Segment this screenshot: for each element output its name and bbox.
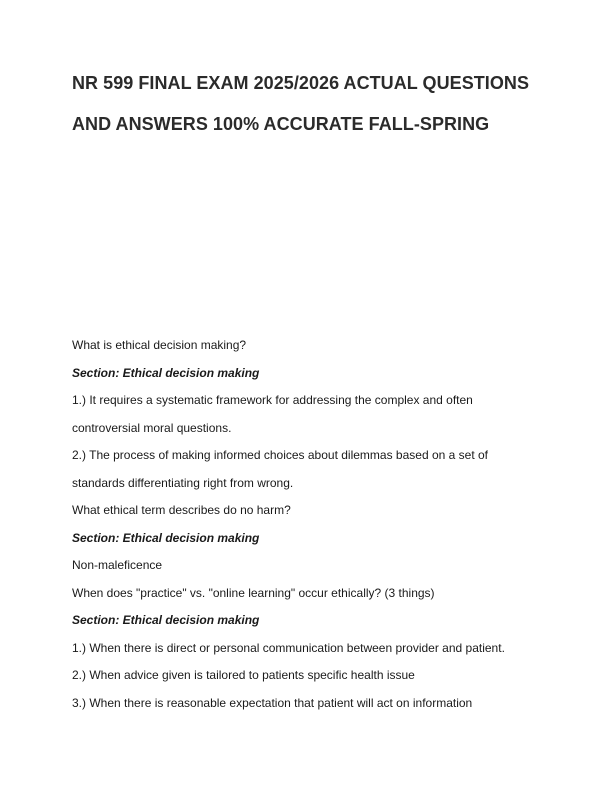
question-2-section-label: Section: Ethical decision making xyxy=(72,530,260,545)
question-3-answer-1: 1.) When there is direct or personal communication between provider and patient. xyxy=(72,640,505,655)
question-1-answer-1-line-2: controversial moral questions. xyxy=(72,420,232,435)
question-3-section-label: Section: Ethical decision making xyxy=(72,613,260,627)
question-1-answer-2-line-2: standards differentiating right from wrong. xyxy=(72,475,294,490)
question-3: When does "practice" vs. "online learning" occur ethically? (3 things) xyxy=(72,585,435,600)
document-title-line-2: AND ANSWERS 100% ACCURATE FALL-SPRING xyxy=(72,114,490,134)
question-1: What is ethical decision making? xyxy=(72,338,247,352)
question-2: What ethical term describes do no harm? xyxy=(72,503,291,517)
question-1-answer-1-line-1: 1.) It requires a systematic framework for addressing the complex and often xyxy=(72,393,473,407)
question-2-answer: Non-maleficence xyxy=(72,558,163,572)
question-1-section-label: Section: Ethical decision making xyxy=(72,365,260,380)
document-title-line-1: NR 599 FINAL EXAM 2025/2026 ACTUAL QUESTIONS xyxy=(72,73,529,93)
question-3-answer-3: 3.) When there is reasonable expectation that patient will act on information xyxy=(72,695,473,710)
question-1-answer-2-line-1: 2.) The process of making informed choices about dilemmas based on a set of xyxy=(72,448,488,462)
document-body xyxy=(72,332,542,717)
question-3-answer-2: 2.) When advice given is tailored to patients specific health issue xyxy=(72,668,415,682)
